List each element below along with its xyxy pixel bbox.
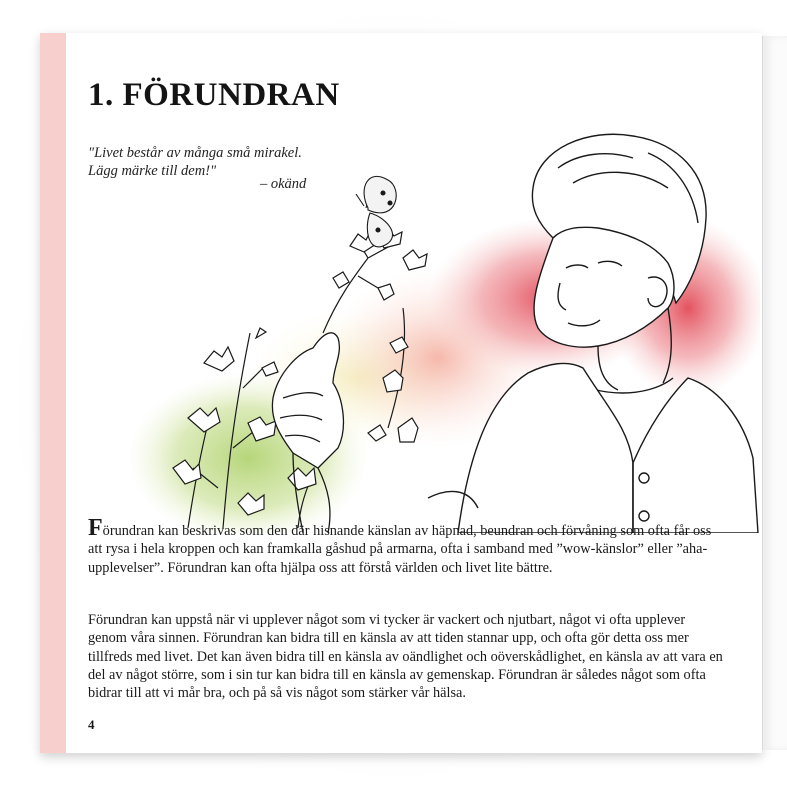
quote-author: – okänd (260, 176, 307, 192)
book-page (40, 33, 762, 753)
quote-line-1: "Livet består av många små mirakel. (88, 145, 302, 161)
page-title: 1. FÖRUNDRAN (88, 77, 340, 113)
paragraph-1 (88, 515, 723, 577)
illustration (128, 128, 760, 533)
quote-line-2: Lägg märke till dem!" (88, 163, 217, 179)
drop-cap: F (88, 515, 103, 541)
next-page-edge (762, 36, 787, 750)
paragraph-1-text: örundran kan beskrivas som den där hisnande känslan av häpnad, beundran och förvåning som ofta får oss att rysa i hela kroppen och kan framkalla gåshud på armarna, ofta i samband med ”wow-känslor” eller ”aha-upplevelser”. Förundran kan ofta hjälpa oss att förstå världen och livet lite bättre. (88, 523, 712, 576)
spine-strip (40, 33, 66, 753)
paragraph-2: Förundran kan uppstå när vi upplever något som vi tycker är vackert och njutbart, något vi ofta upplever genom våra sinnen. Förundran kan bidra till en känsla av att tiden stannar upp, och ofta gör detta oss mer tillfreds med livet. Det kan även bidra till en känsla av oändlighet och oöverskådlighet, en känsla av att vara en del av något större, som i sin tur kan bidra till en känsla av gemenskap. Förundran är således något som ofta bidrar till att vi mår bra, och på så vis något som stärker vår hälsa. (88, 612, 723, 702)
page-number: 4 (88, 717, 95, 732)
